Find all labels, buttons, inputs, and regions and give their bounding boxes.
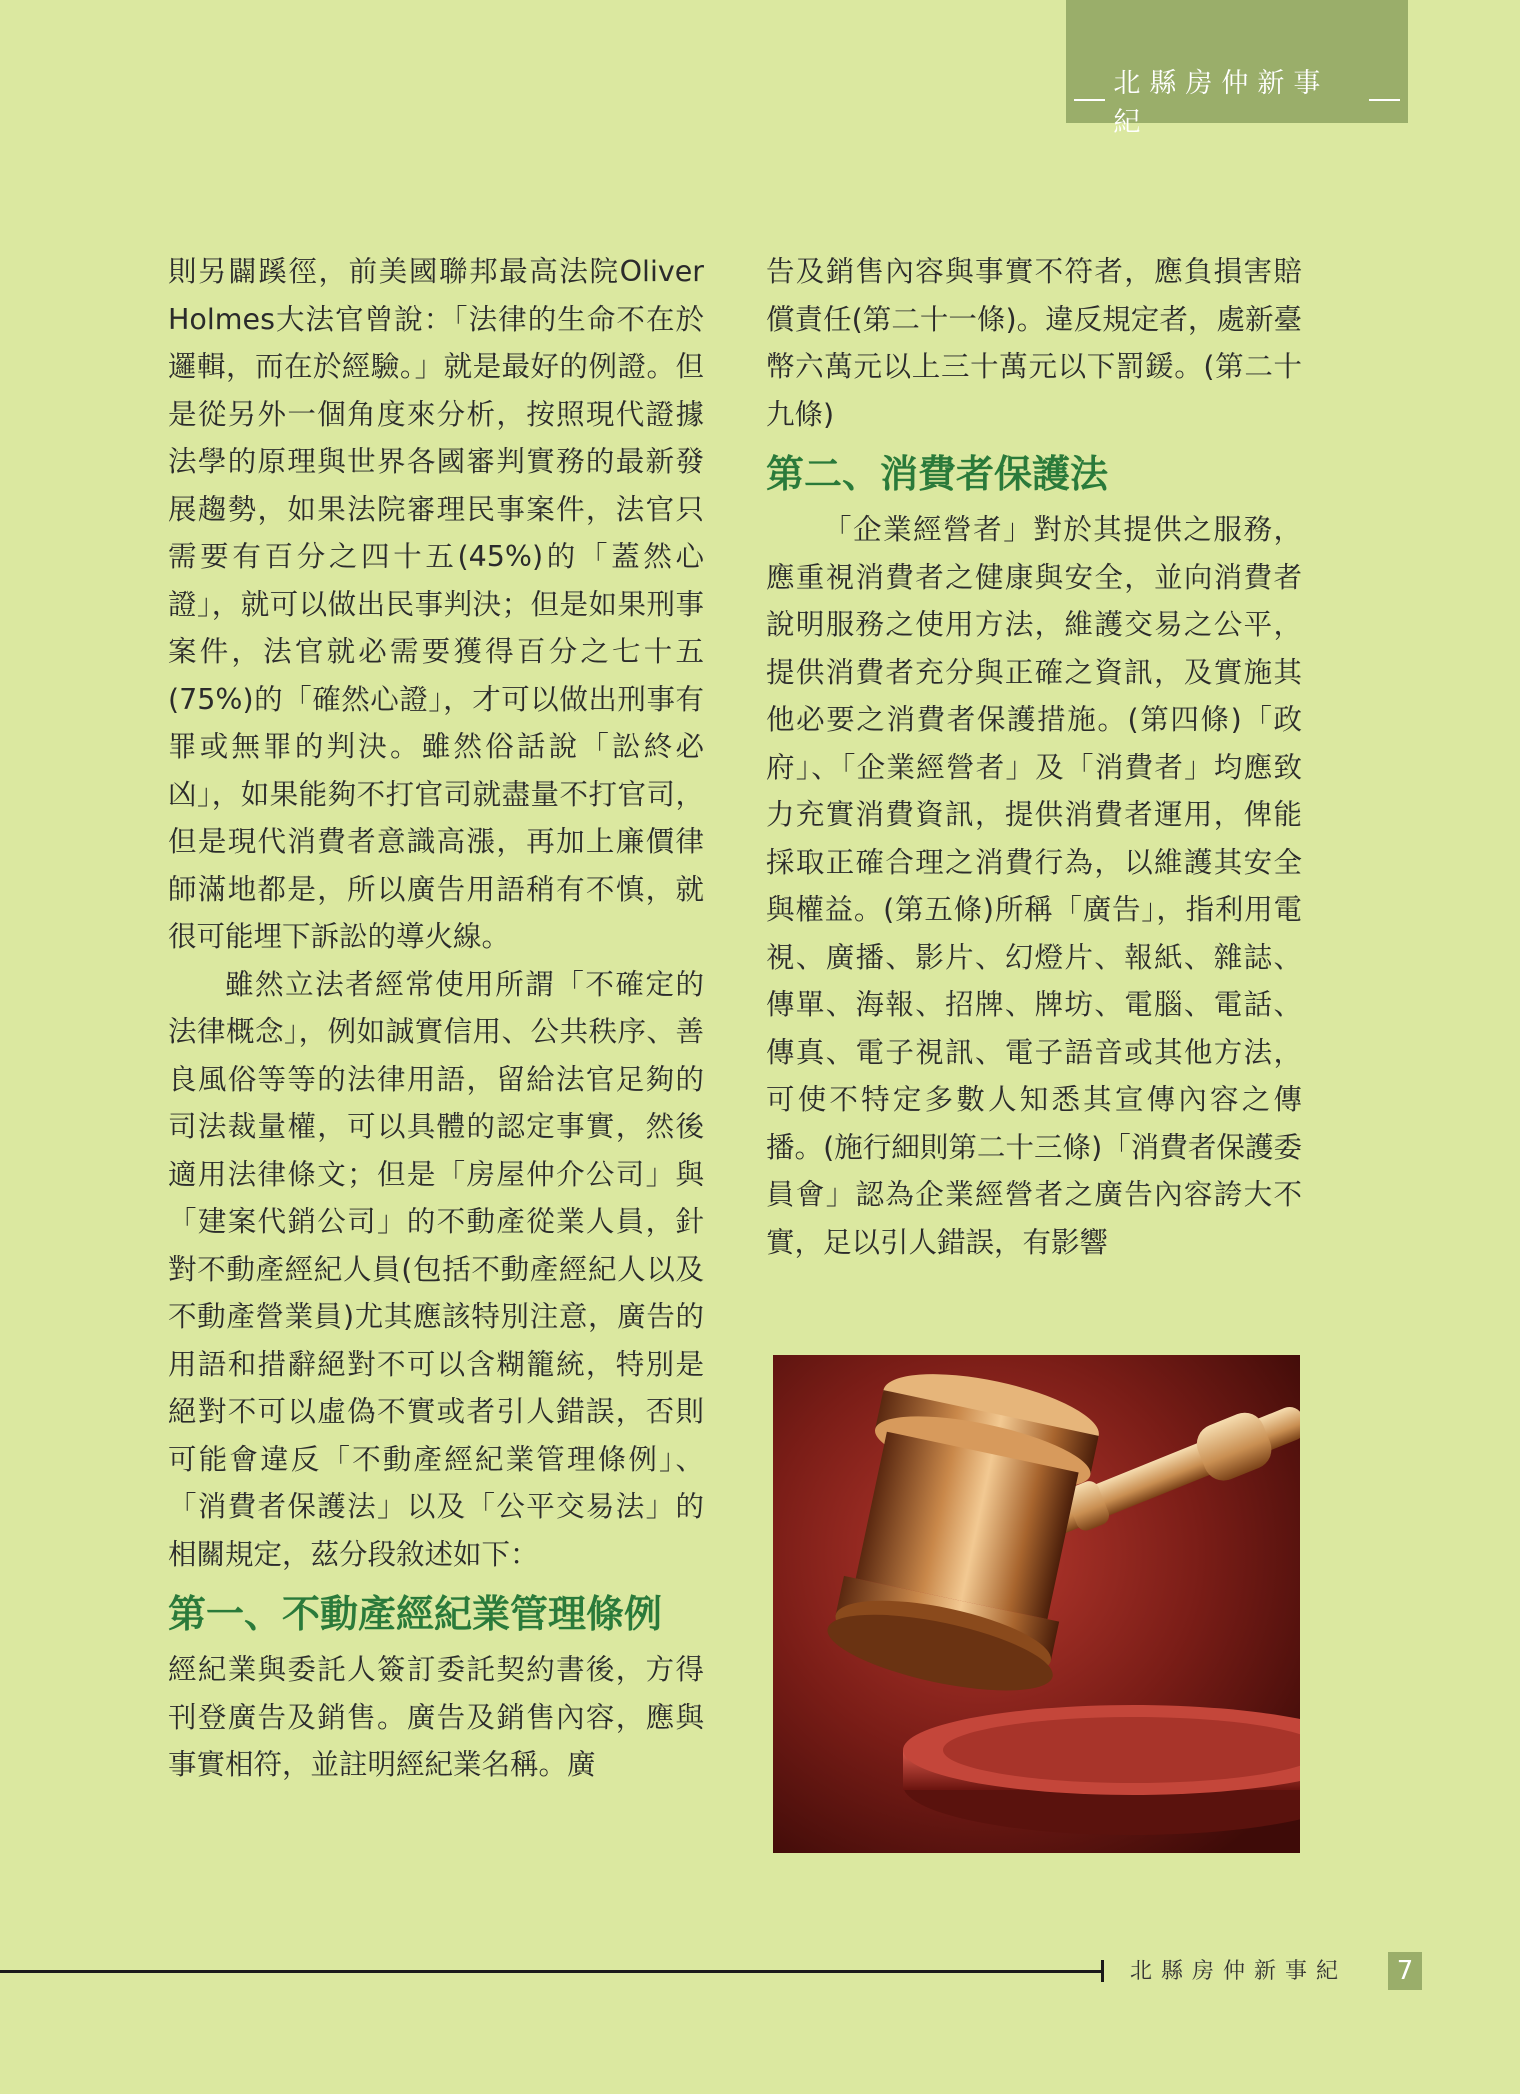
left-column (168, 248, 704, 1789)
header-title: 北縣房仲新事紀 (1113, 68, 1330, 138)
section-heading-2: 第二、消費者保護法 (766, 452, 1109, 496)
gavel-photo (773, 1355, 1300, 1853)
footer-rule (0, 1970, 1104, 1973)
page-number: 7 (1388, 1952, 1422, 1990)
left-paragraph-2: 雖然立法者經常使用所謂「不確定的法律概念」，例如誠實信用、公共秩序、善良風俗等等的法律用語，留給法官足夠的司法裁量權，可以具體的認定事實，然後適用法律條文；但是「房屋仲介公司」與「建案代銷公司」的不動產從業人員，針對不動產經紀人員(包括不動產經紀人以及不動產營業員)尤其應該特別注意，廣告的用語和措辭絕對不可以含糊籠統，特別是絕對不可以虛偽不實或者引人錯誤，否則可能會違反「不動產經紀業管理條例」、「消費者保護法」以及「公平交易法」的相關規定，茲分段敘述如下： (168, 967, 704, 1571)
left-paragraph-1: 則另闢蹊徑，前美國聯邦最高法院Oliver Holmes大法官曾說：「法律的生命不在於邏輯，而在於經驗。」就是最好的例證。但是從另外一個角度來分析，按照現代證據法學的原理與世界各國審判實務的最新發展趨勢，如果法院審理民事案件，法官只需要有百分之四十五(45%)的「蓋然心證」，就可以做出民事判決；但是如果刑事案件，法官就必需要獲得百分之七十五(75%)的「確然心證」，才可以做出刑事有罪或無罪的判決。雖然俗話說「訟終必凶」，如果能夠不打官司就盡量不打官司，但是現代消費者意識高漲，再加上廉價律師滿地都是，所以廣告用語稍有不慎，就很可能埋下訴訟的導火線。 (168, 255, 704, 953)
right-paragraph-1: 告及銷售內容與事實不符者，應負損害賠償責任(第二十一條)。違反規定者，處新臺幣六萬元以上三十萬元以下罰鍰。(第二十九條) (766, 255, 1302, 431)
right-column (766, 248, 1302, 1266)
footer-title: 北縣房仲新事紀 (1130, 1959, 1348, 1984)
right-paragraph-2: 「企業經營者」對於其提供之服務，應重視消費者之健康與安全，並向消費者說明服務之使用方法，維護交易之公平，提供消費者充分與正確之資訊，及實施其他必要之消費者保護措施。(第四條)「政府」、「企業經營者」及「消費者」均應致力充實消費資訊，提供消費者運用，俾能採取正確合理之消費行為，以維護其安全與權益。(第五條)所稱「廣告」，指利用電視、廣播、影片、幻燈片、報紙、雜誌、傳單、海報、招牌、牌坊、電腦、電話、傳真、電子視訊、電子語音或其他方法，可使不特定多數人知悉其宣傳內容之傳播。(施行細則第二十三條)「消費者保護委員會」認為企業經營者之廣告內容誇大不實，足以引人錯誤，有影響 (766, 513, 1302, 1259)
footer-rule-tick (1101, 1960, 1104, 1982)
header-dash-right (1369, 99, 1400, 101)
header-banner (1066, 68, 1408, 138)
header-dash-left (1074, 99, 1105, 101)
section-heading-1: 第一、不動產經紀業管理條例 (168, 1592, 663, 1636)
left-paragraph-3: 經紀業與委託人簽訂委託契約書後，方得刊登廣告及銷售。廣告及銷售內容，應與事實相符，並註明經紀業名稱。廣 (168, 1653, 704, 1781)
